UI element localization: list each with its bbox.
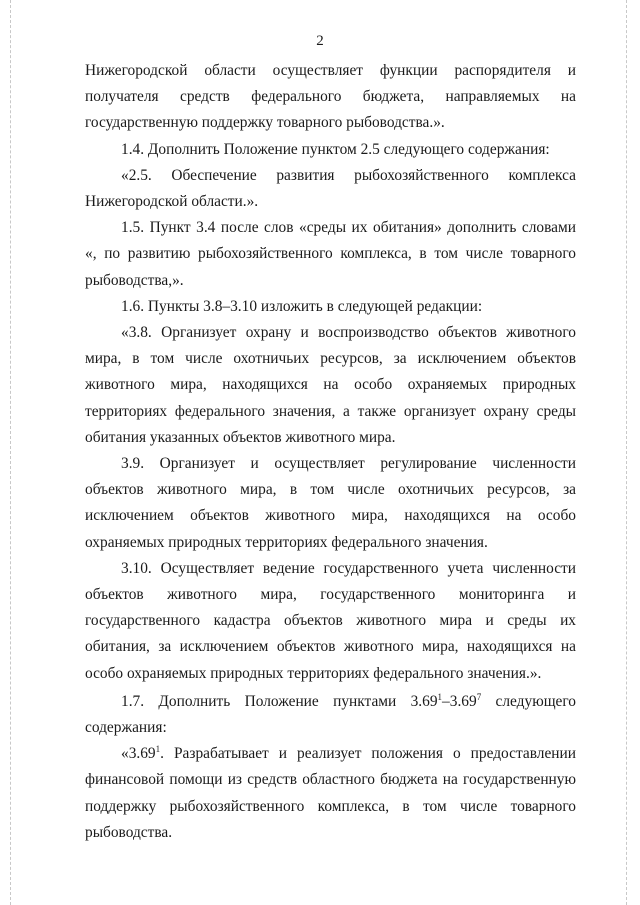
paragraph-1-4: 1.4. Дополнить Положение пунктом 2.5 следующего содержания: — [121, 140, 550, 158]
paragraph-3-69-1-text: . Разрабатывает и реализует положения о предоставлении финансовой помощи из средств областного бюджета на государственную поддержку рыбохозяйственного комплекса, в том числе товарного рыбоводства. — [85, 745, 576, 841]
paragraph-1-7-middle: –3.69 — [442, 692, 477, 710]
document-body — [85, 58, 576, 846]
paragraph-2-5: «2.5. Обеспечение развития рыбохозяйственного комплекса Нижегородской области.». — [85, 166, 576, 211]
paragraph-1-7 — [85, 689, 576, 741]
superscript-1: 1 — [437, 691, 443, 702]
paragraph-1-6: 1.6. Пункты 3.8–3.10 изложить в следующей редакции: — [121, 297, 483, 315]
paragraph-3-10: 3.10. Осуществляет ведение государственного учета численности объектов животного мира, государственного мониторинга и государственного кадастра объектов животного мира и среды их обитания, за исключением объектов животного мира, находящихся на особо охраняемых природных территориях федерального значения.». — [85, 559, 576, 682]
scan-edge-left — [10, 0, 11, 905]
paragraph-1-7-prefix: 1.7. Дополнить Положение пунктами 3.69 — [121, 692, 438, 710]
paragraph-1-7-suffix: следующего содержания: — [85, 692, 576, 737]
scan-edge-right — [626, 0, 627, 905]
paragraph-continuation: Нижегородской области осуществляет функции распорядителя и получателя средств федерального бюджета, направляемых на государственную поддержку товарного рыбоводства.». — [85, 62, 576, 132]
paragraph-3-8: «3.8. Организует охрану и воспроизводство объектов животного мира, в том числе охотничьих ресурсов, за исключением объектов животного мира, находящихся на особо охраняемых природных территориях федерального значения, а также организует охрану среды обитания указанных объектов животного мира. — [85, 324, 576, 446]
superscript-1: 1 — [155, 744, 161, 755]
superscript-7: 7 — [476, 691, 482, 702]
page-number: 2 — [316, 33, 324, 49]
paragraph-1-5: 1.5. Пункт 3.4 после слов «среды их обитания» дополнить словами «, по развитию рыбохозяйственного комплекса, в том числе товарного рыбоводства,». — [85, 219, 576, 289]
paragraph-3-69-1 — [85, 741, 576, 846]
paragraph-3-69-1-prefix: «3.69 — [121, 745, 156, 763]
paragraph-3-9: 3.9. Организует и осуществляет регулирование численности объектов животного мира, в том числе охотничьих ресурсов, за исключением объектов животного мира, находящихся на особо охраняемых природных территориях федерального значения. — [85, 455, 576, 551]
